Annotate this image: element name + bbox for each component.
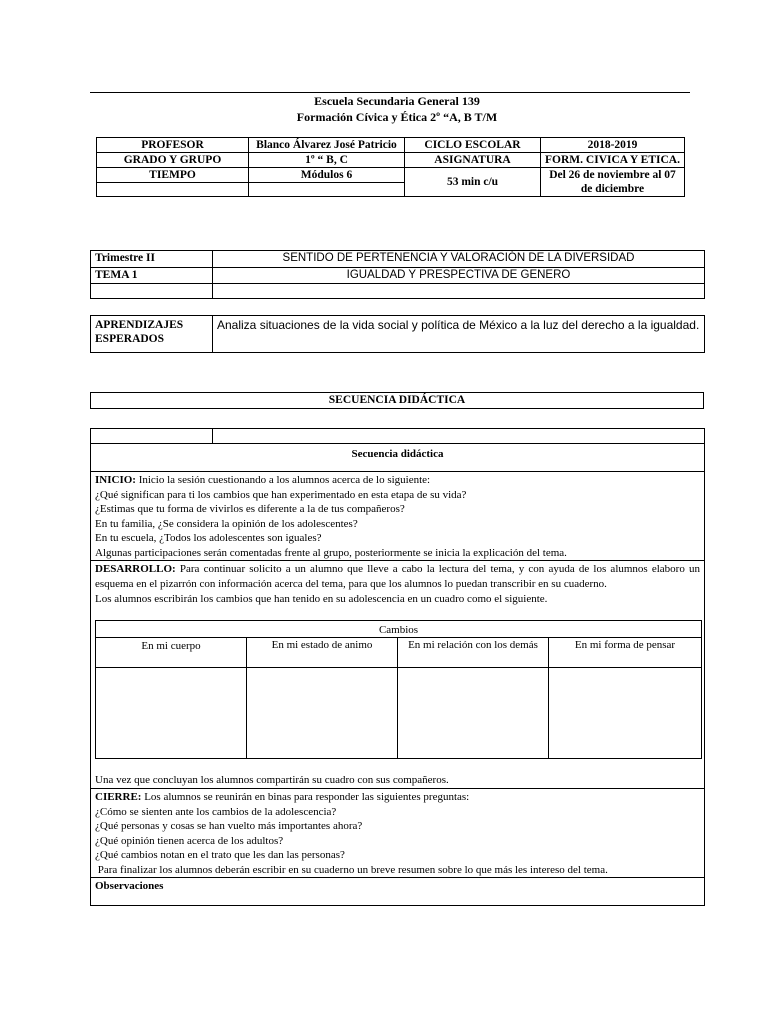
cierre-label: CIERRE: [95,791,142,803]
secuencia-title-table [90,392,704,409]
inicio-line: Algunas participaciones serán comentadas frente al grupo, posteriormente se inicia la explicación del tema. [95,546,567,559]
cambios-table [95,620,702,759]
info-table [96,137,685,197]
desarrollo-end: Una vez que concluyan los alumnos compartirán su cuadro con sus compañeros. [95,774,449,786]
cambios-col-header: En mi relación con los demás [398,638,549,668]
inicio-line: En tu escuela, ¿Todos los adolescentes son iguales? [95,532,322,544]
cambios-col-header: En mi forma de pensar [549,638,702,668]
document-header [90,93,704,125]
duracion-value: 53 min c/u [405,168,541,197]
observaciones-label: Observaciones [91,878,705,906]
tema-table [90,250,705,299]
subject-line: Formación Cívica y Ética 2º “A, B T/M [296,110,498,124]
inicio-label: INICIO: [95,474,136,486]
inicio-section [91,472,705,561]
empty-cell [97,183,249,197]
desarrollo-label: DESARROLLO: [95,563,176,575]
empty-cell [91,284,213,299]
desarrollo-line: Los alumnos escribirán los cambios que han tenido en su adolescencia en un cuadro como el siguiente. [95,593,548,605]
grado-value: 1º “ B, C [249,153,405,168]
fecha-value: Del 26 de noviembre al 07 de diciembre [541,168,685,197]
inicio-line: ¿Qué significan para ti los cambios que han experimentado en esta etapa de su vida? [95,488,467,501]
cambios-col-header: En mi cuerpo [96,638,247,668]
tema-value: IGUALDAD Y PRESPECTIVA DE GENERO [213,268,705,284]
secuencia-subtitle: Secuencia didáctica [91,444,705,472]
trimestre-label: Trimestre II [91,251,213,268]
tiempo-label: TIEMPO [97,168,249,183]
cambios-empty-cell [247,668,398,759]
desarrollo-section [91,561,705,789]
empty-cell [249,183,405,197]
inicio-line: En tu familia, ¿Se considera la opinión de los adolescentes? [95,517,358,530]
desarrollo-text: Para continuar solicito a un alumno que lleve a cabo la lectura del tema, y con ayuda de los alumnos elaboro un esquema en el pizarrón con información acerca del tema, para que los alumnos lo puedan transcribir en su cuaderno. [95,563,701,590]
tema-label: TEMA 1 [91,268,213,284]
cambios-col-header: En mi estado de animo [247,638,398,668]
empty-cell [91,429,213,444]
tiempo-value: Módulos 6 [249,168,405,183]
cambios-empty-cell [549,668,702,759]
cambios-title: Cambios [96,621,702,638]
empty-cell [213,429,705,444]
cambios-empty-cell [398,668,549,759]
cierre-line: ¿Qué cambios notan en el trato que les dan las personas? [95,849,345,861]
ciclo-label: CICLO ESCOLAR [405,138,541,153]
asignatura-label: ASIGNATURA [405,153,541,168]
trimestre-value: SENTIDO DE PERTENENCIA Y VALORACIÓN DE LA DIVERSIDAD [213,251,705,268]
inicio-line: Inicio la sesión cuestionando a los alumnos acerca de lo siguiente: [138,474,431,486]
asignatura-value: FORM. CIVICA Y ETICA. [541,153,685,168]
cierre-line: Los alumnos se reunirán en binas para responder las siguientes preguntas: [144,791,470,803]
school-name: Escuela Secundaria General 139 [314,94,480,108]
aprendizajes-table [90,315,705,353]
cierre-line: ¿Cómo se sienten ante los cambios de la adolescencia? [95,805,337,818]
cierre-line: ¿Qué personas y cosas se han vuelto más importantes ahora? [95,820,363,832]
profesor-value: Blanco Álvarez José Patricio [249,138,405,153]
aprendizajes-value: Analiza situaciones de la vida social y política de México a la luz del derecho a la igualdad. [213,316,705,353]
profesor-label: PROFESOR [97,138,249,153]
cierre-line: Para finalizar los alumnos deberán escribir en su cuaderno un breve resumen sobre lo que más les intereso del tema. [95,863,608,876]
grado-label: GRADO Y GRUPO [97,153,249,168]
empty-cell [213,284,705,299]
cambios-empty-cell [96,668,247,759]
inicio-line: ¿Estimas que tu forma de vivirlos es diferente a la de tus compañeros? [95,503,405,515]
cierre-section [91,789,705,878]
secuencia-title: SECUENCIA DIDÁCTICA [91,393,704,409]
aprendizajes-label: APRENDIZAJES ESPERADOS [91,316,213,353]
secuencia-table [90,428,705,906]
ciclo-value: 2018-2019 [541,138,685,153]
cierre-line: ¿Qué opinión tienen acerca de los adultos? [95,834,284,847]
